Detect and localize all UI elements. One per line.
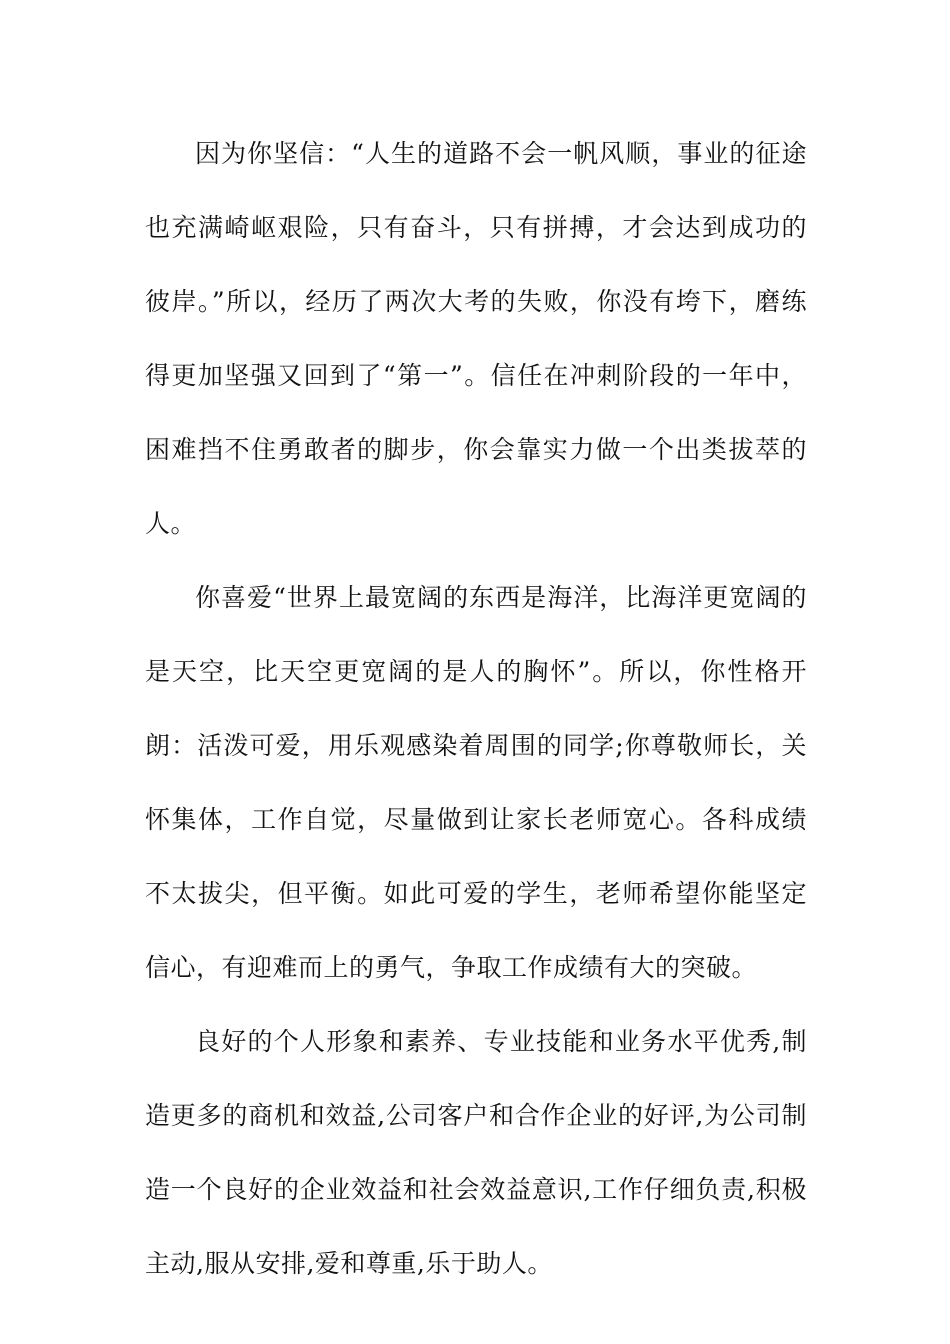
document-body bbox=[145, 117, 807, 1301]
paragraph-1: 因为你坚信：“人生的道路不会一帆风顺，事业的征途也充满崎岖艰险，只有奋斗，只有拼搏，才会达到成功的彼岸。”所以，经历了两次大考的失败，你没有垮下，磨练得更加坚强又回到了“第一”。信任在冲刺阶段的一年中，困难挡不住勇敢者的脚步，你会靠实力做一个出类拔萃的人。 bbox=[145, 139, 807, 538]
paragraph-3: 良好的个人形象和素养、专业技能和业务水平优秀,制造更多的商机和效益,公司客户和合作企业的好评,为公司制造一个良好的企业效益和社会效益意识,工作仔细负责,积极主动,服从安排,爱和尊重,乐于助人。 bbox=[145, 1027, 807, 1278]
paragraph-2: 你喜爱“世界上最宽阔的东西是海洋，比海洋更宽阔的是天空，比天空更宽阔的是人的胸怀”。所以，你性格开朗：活泼可爱，用乐观感染着周围的同学;你尊敬师长，关怀集体，工作自觉，尽量做到让家长老师宽心。各科成绩不太拔尖，但平衡。如此可爱的学生，老师希望你能坚定信心，有迎难而上的勇气，争取工作成绩有大的突破。 bbox=[145, 583, 807, 982]
